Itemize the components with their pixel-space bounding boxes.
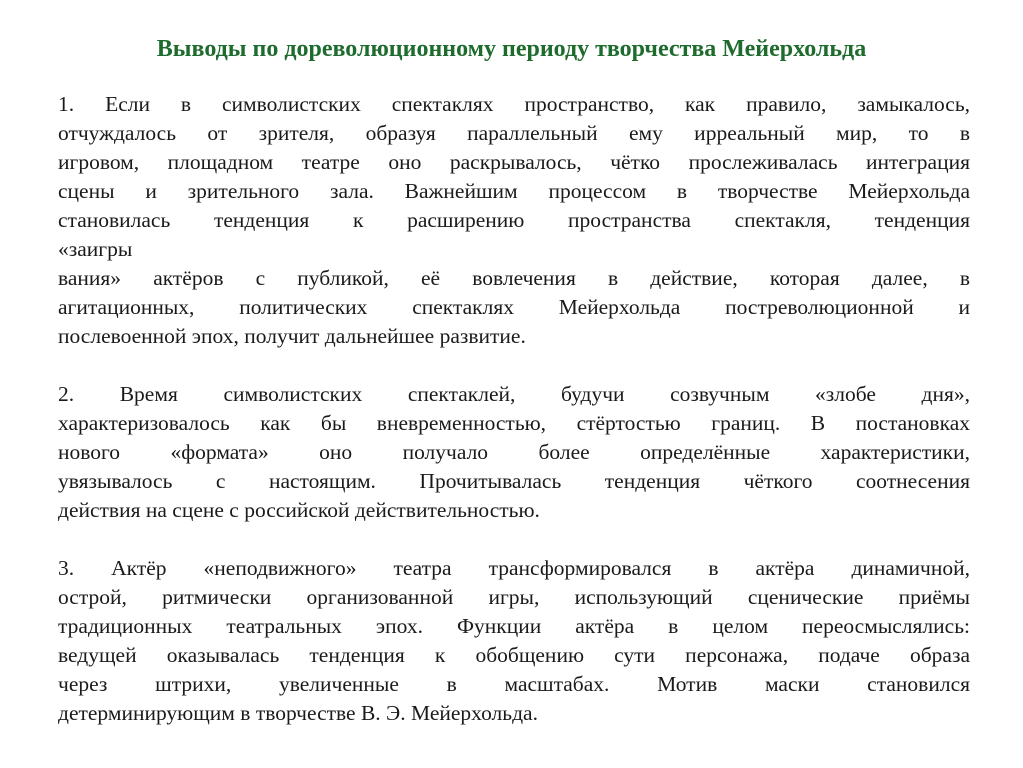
- text-line: вания» актёров с публикой, её вовлечения в действие, которая далее, в: [58, 266, 970, 290]
- paragraph-3: [58, 554, 970, 728]
- paragraph-1: [58, 90, 970, 351]
- text-line: 3. Актёр «неподвижного» театра трансформировался в актёра динамичной,: [58, 556, 970, 580]
- text-line: послевоенной эпох, получит дальнейшее развитие.: [58, 324, 526, 348]
- text-line: детерминирующим в творчестве В. Э. Мейерхольда.: [58, 701, 538, 725]
- text-line: 1. Если в символистских спектаклях пространство, как правило, замыкалось,: [58, 92, 970, 116]
- text-line: острой, ритмически организованной игры, использующий сценические приёмы: [58, 585, 970, 609]
- text-line: традиционных театральных эпох. Функции актёра в целом переосмыслялись:: [58, 614, 970, 638]
- slide-title: Выводы по дореволюционному периоду творчества Мейерхольда: [156, 36, 867, 62]
- text-line: характеризовалось как бы вневременностью, стёртостью границ. В постановках: [58, 411, 970, 435]
- text-line: действия на сцене с российской действительностью.: [58, 498, 540, 522]
- text-line: 2. Время символистских спектаклей, будучи созвучным «злобе дня»,: [58, 382, 970, 406]
- slide-body: [58, 90, 970, 757]
- text-line: становилась тенденция к расширению пространства спектакля, тенденция: [58, 208, 970, 232]
- text-line: увязывалось с настоящим. Прочитывалась тенденция чёткого соотнесения: [58, 469, 970, 493]
- text-line: нового «формата» оно получало более определённые характеристики,: [58, 440, 970, 464]
- paragraph-2: [58, 380, 970, 525]
- text-line: игровом, площадном театре оно раскрывалось, чётко прослеживалась интеграция: [58, 150, 970, 174]
- text-line: отчуждалось от зрителя, образуя параллельный ему ирреальный мир, то в: [58, 121, 970, 145]
- text-line: сцены и зрительного зала. Важнейшим процессом в творчестве Мейерхольда: [58, 179, 970, 203]
- text-line: через штрихи, увеличенные в масштабах. Мотив маски становился: [58, 672, 970, 696]
- text-line: агитационных, политических спектаклях Мейерхольда постреволюционной и: [58, 295, 970, 319]
- text-line: ведущей оказывалась тенденция к обобщению сути персонажа, подаче образа: [58, 643, 970, 667]
- text-line: «заигры: [58, 237, 133, 261]
